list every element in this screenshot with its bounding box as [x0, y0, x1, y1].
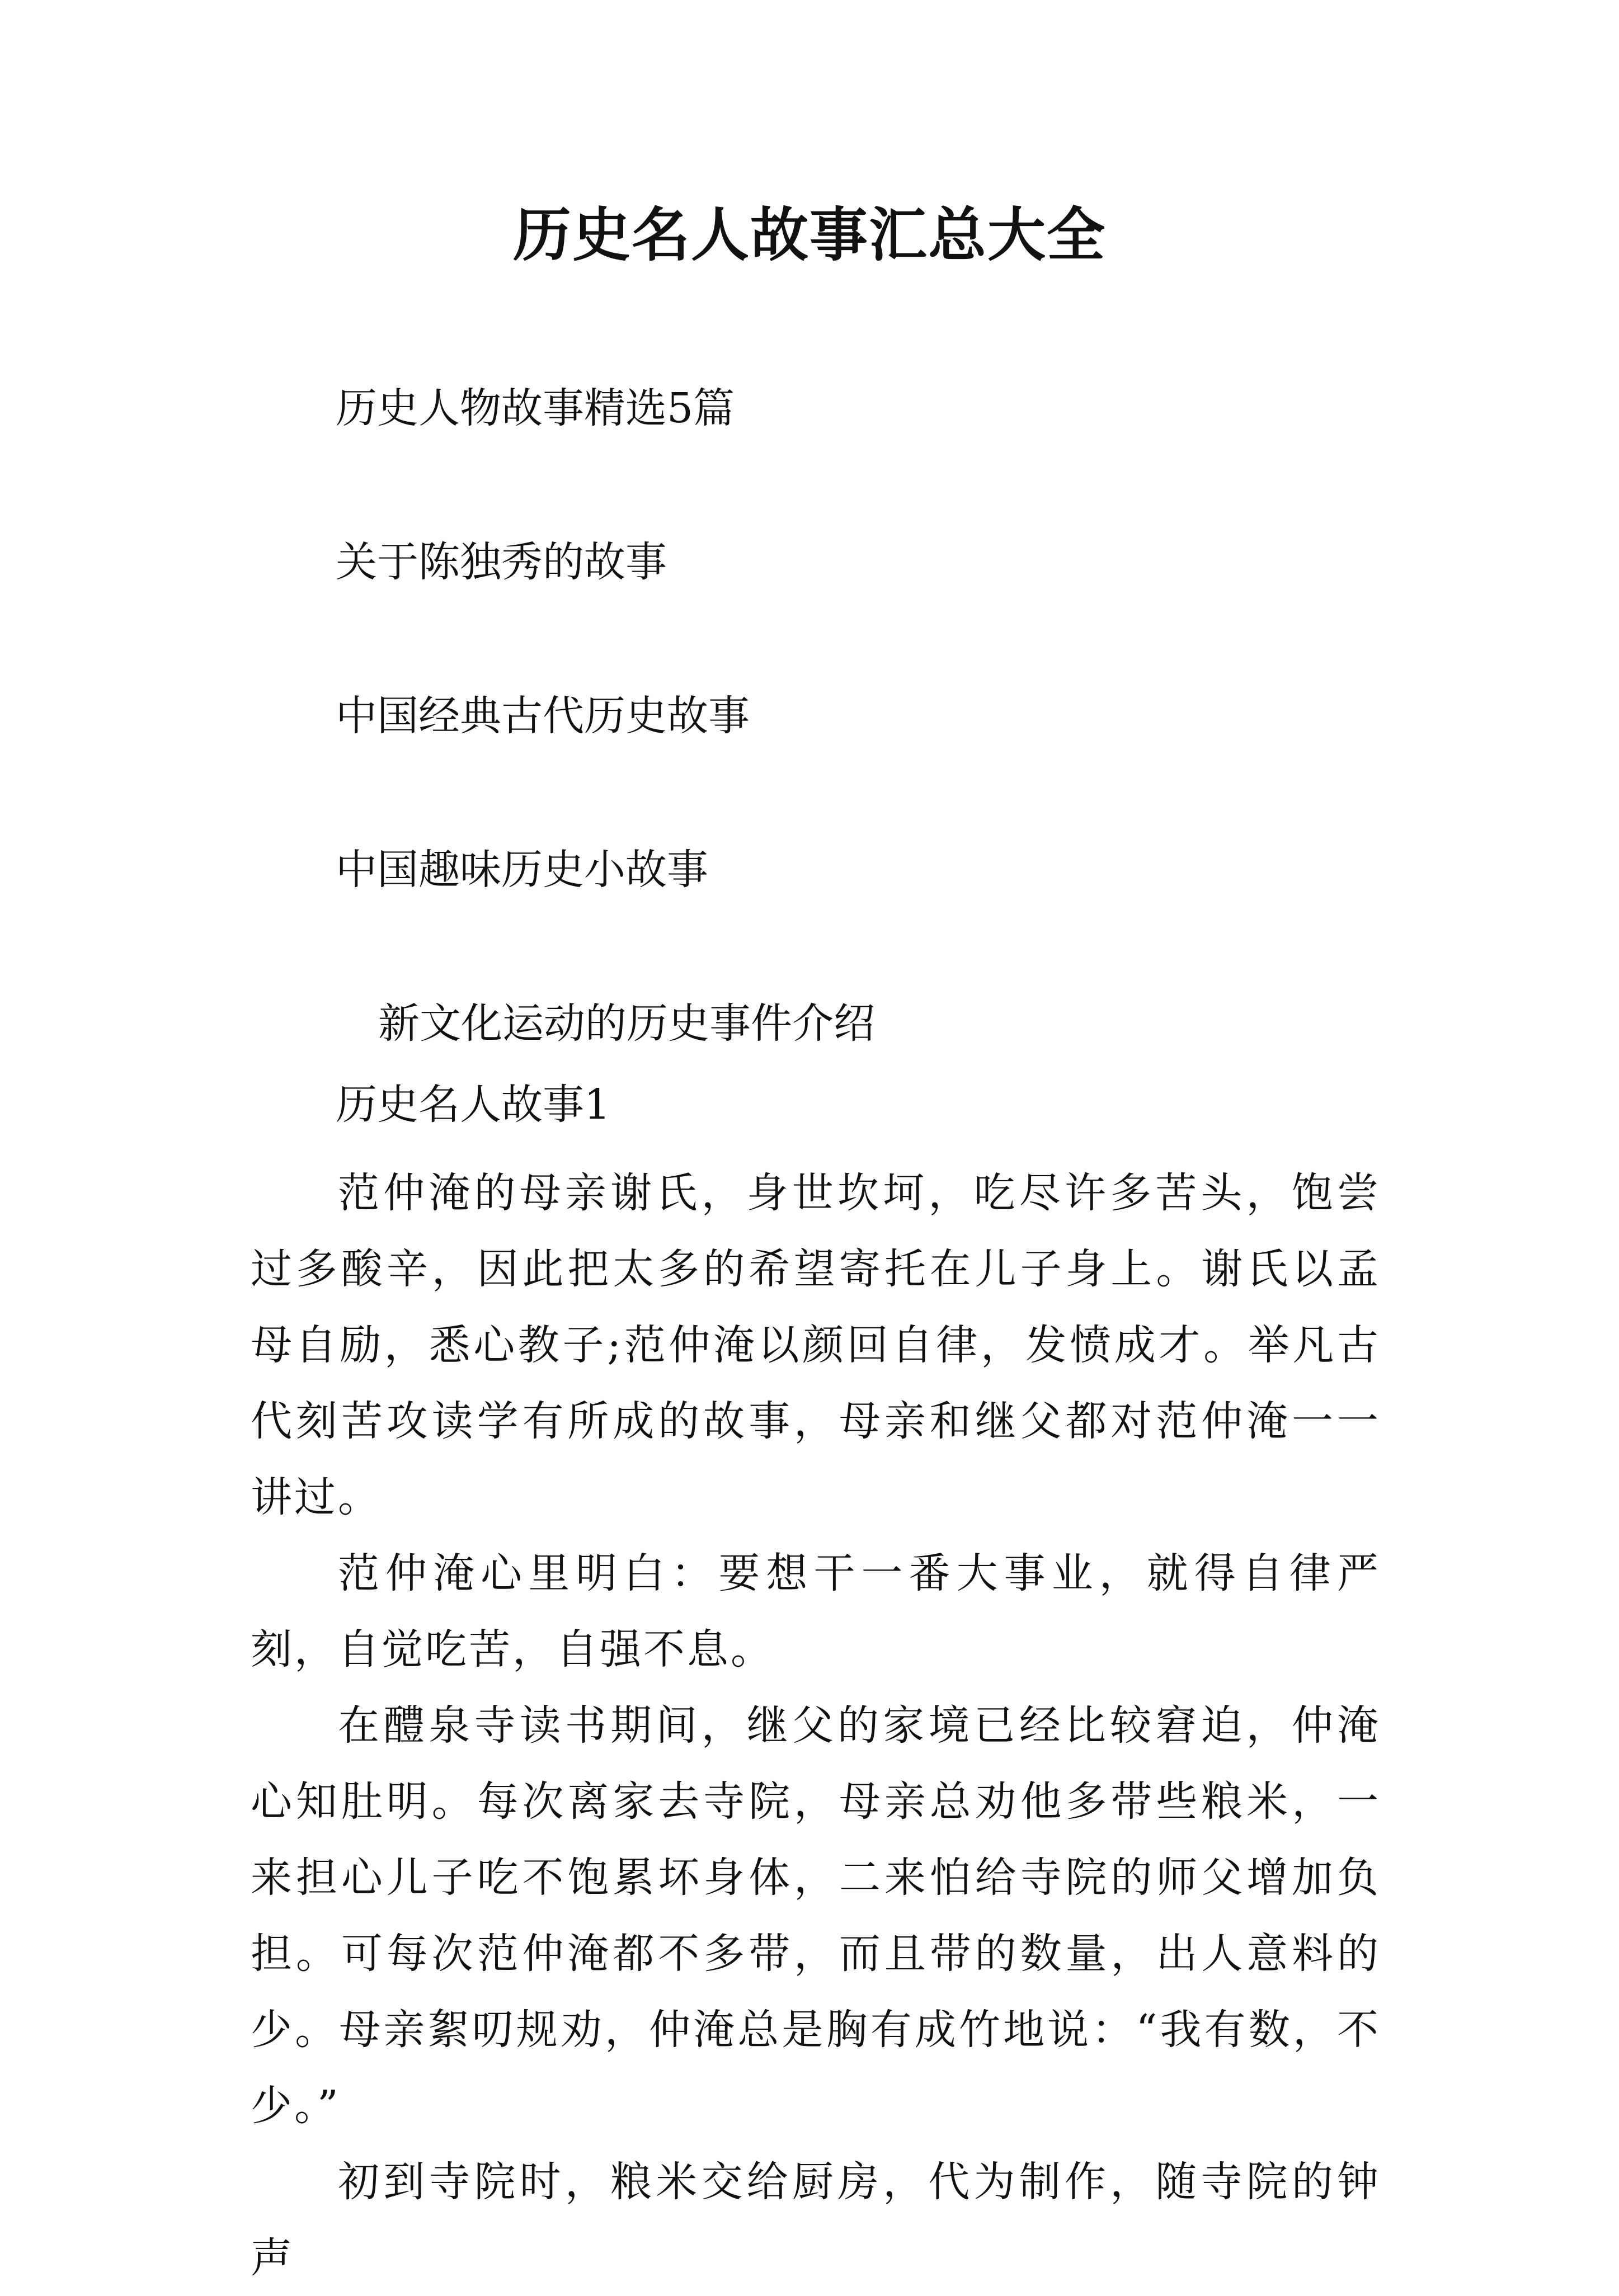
body-text — [251, 1155, 1381, 2296]
paragraph: 范仲淹心里明白：要想干一番大事业，就得自律严刻，自觉吃苦，自强不息。 — [251, 1549, 1381, 1673]
toc-item-2: 关于陈独秀的故事 — [336, 538, 667, 586]
toc-item-5: 新文化运动的历史事件介绍 — [378, 1000, 875, 1048]
document-title: 历史名人故事汇总大全 — [512, 200, 1106, 269]
toc-item-3: 中国经典古代历史故事 — [336, 692, 750, 740]
paragraph: 初到寺院时，粮米交给厨房，代为制作，随寺院的钟声 — [251, 2158, 1381, 2282]
toc-item-4: 中国趣味历史小故事 — [336, 846, 708, 894]
paragraph: 在醴泉寺读书期间，继父的家境已经比较窘迫，仲淹心知肚明。每次离家去寺院，母亲总劝他多带些粮米，一来担心儿子吃不饱累坏身体，二来怕给寺院的师父增加负担。可每次范仲淹都不多带，而且带的数量，出人意料的少。母亲絮叨规劝，仲淹总是胸有成竹地说：“我有数，不少。” — [251, 1701, 1381, 2130]
section-heading: 历史名人故事1 — [336, 1081, 611, 1129]
paragraph: 范仲淹的母亲谢氏，身世坎坷，吃尽许多苦头，饱尝过多酸辛，因此把太多的希望寄托在儿子身上。谢氏以孟母自励，悉心教子;范仲淹以颜回自律，发愤成才。举凡古代刻苦攻读学有所成的故事，母亲和继父都对范仲淹一一讲过。 — [251, 1169, 1381, 1521]
toc-item-1: 历史人物故事精选5篇 — [336, 384, 735, 432]
